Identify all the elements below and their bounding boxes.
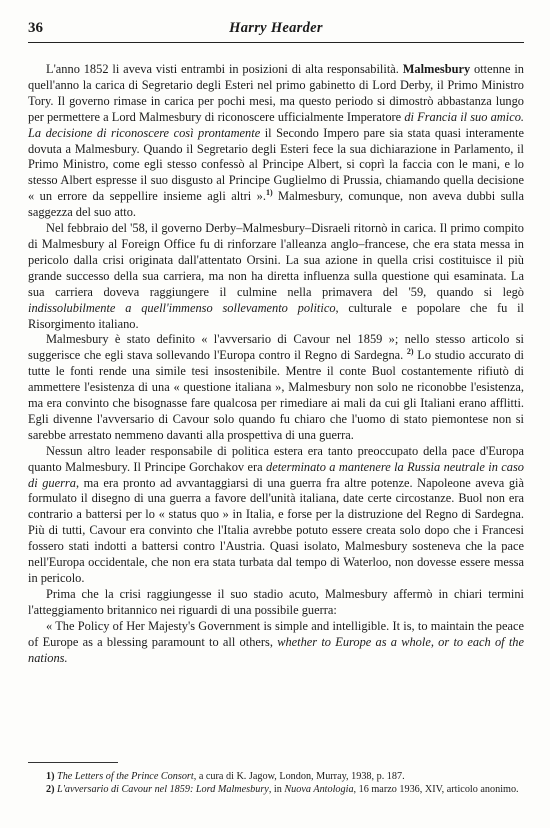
paragraph [28, 444, 524, 587]
text-run: « The Policy of Her Majesty's Government is simple and intelligible. It is, to maintain the peace of Europe as a blessing paramount to all others, [28, 618, 524, 649]
page-number: 36 [28, 20, 43, 36]
text-run: Nessun altro leader responsabile di politica estera era tanto preoccupato della pace d'Europa quanto Malmesbury. Il Principe Gorchakov era [28, 443, 524, 474]
header-rule [28, 42, 524, 43]
footnote-ref: 2) [406, 347, 414, 357]
page-header [28, 20, 524, 40]
text-run: Malmesbury è stato definito « l'avversario di Cavour nel 1859 »; nello stesso articolo si suggerisce che egli stava sollevando l'Europa contro il Regno di Sardegna. [28, 332, 524, 363]
italic-text: di Francia il suo amico. La decisione di riconoscere così prontamente [28, 109, 524, 140]
text-run: Prima che la crisi raggiungesse il suo stadio acuto, Malmesbury affermò in chiari termini l'atteggiamento britannico nei riguardi di una possibile guerra: [28, 586, 524, 617]
running-head: Harry Hearder [229, 20, 323, 36]
text-run: , a cura di K. Jagow, London, Murray, 1938, p. 187. [193, 771, 405, 782]
text-run: , 16 marzo 1936, XIV, articolo anonimo. [353, 784, 519, 795]
bold-text: 1) [46, 771, 58, 782]
bold-text: Malmesbury [402, 62, 471, 76]
paragraph [28, 221, 524, 332]
paragraph [28, 62, 524, 221]
text-run: , culturale e popolare che fu il Risorgimento italiano. [28, 300, 524, 331]
quotation [28, 619, 524, 667]
italic-text: Nuova Antologia [284, 784, 354, 795]
paragraph [28, 332, 524, 443]
paragraph [28, 587, 524, 619]
footnotes [28, 770, 524, 796]
text-run: L'anno 1852 li aveva visti entrambi in posizioni di alta responsabilità. [46, 62, 403, 76]
footnote-ref: 1) [265, 188, 273, 198]
italic-text: The Letters of the Prince Consort [57, 771, 194, 782]
italic-text: indissolubilmente a quell'immenso sollevamento politico [28, 300, 336, 315]
text-run: Lo studio accurato di tutte le fonti rende una simile tesi insostenibile. Mentre il conte Buol costantemente rifiutò di ammettere l'esistenza di una « questione italiana », Malmesbury non solo ne riconobbe l'esistenza, ma era convinto che bisognasse fare qualcosa per rimediare ai mali da cui gli Italiani erano afflitti. Egli divenne l'avversario di Cavour solo quando fu chiaro che l'uomo di stato piemontese non si sarebbe arrestato nemmeno davanti alla prospettiva di una guerra. [28, 348, 524, 442]
text-run: , in [268, 784, 285, 795]
text-run: il Secondo Impero pare sia stata quasi interamente dovuta a Malmesbury. Quando il Segretario degli Esteri fece la sua dichiarazione in Parlamento, il Primo Ministro, come egli stesso confessò al Principe Albert, si coprì la faccia con le mani, e lo stesso Albert espresse il suo disgusto al Principe Guglielmo di Prussia, chiamando quella decisione « un errore da seppellire insieme agli altri ». [28, 125, 524, 204]
bold-text: 2) [46, 784, 58, 795]
italic-text: whether to Europe as a whole, or to each of the nations. [28, 634, 524, 665]
italic-text: determinato a mantenere la Russia neutrale in caso di guerra [28, 459, 524, 490]
body-text [28, 62, 524, 666]
footnote-rule [28, 762, 118, 763]
text-run: , ma era pronto ad avvantaggiarsi di una guerra fra altre potenze. Napoleone aveva già formulato il disegno di una guerra a favore dell'unità italiana, date certe circostanze. Buol non era contrario a battersi per lo « status quo » in Italia, e forse per la distruzione del Regno di Sardegna. Più di tutti, Cavour era convinto che l'Italia avrebbe potuto essere creata solo dopo che i Francesi fossero stati indotti a battersi contro l'Austria. Quasi isolato, Malmesbury sosteneva che la pace nell'Europa occidentale, che non era stata turbata dal tempo di Waterloo, non dovesse essere messa in pericolo. [28, 475, 524, 585]
italic-text: L'avversario di Cavour nel 1859: Lord Malmesbury [57, 784, 269, 795]
footnote [28, 783, 524, 796]
footnote [28, 770, 524, 783]
text-run: Nel febbraio del '58, il governo Derby–Malmesbury–Disraeli ritornò in carica. Il primo compito di Malmesbury al Foreign Office fu di rinforzare l'alleanza anglo–francese, che era stata messa in pericolo dalla crisi originata dall'attentato Orsini. La sua azione in quella crisi costituisce il più grande successo della sua carriera, ma non ha diretta influenza sulla questione qui esaminata. La sua carriera doveva raggiungere il culmine nella primavera del '59, quando si legò [28, 221, 524, 299]
text-run: ottenne in quell'anno la carica di Segretario degli Esteri nel primo gabinetto di Lord Derby, il Primo Ministro Tory. Il governo rimase in carica per pochi mesi, ma questo periodo si dimostrò abbastanza lungo per permettere a Lord Malmesbury di riconoscere ufficialmente Imperatore [28, 62, 524, 124]
text-run: Malmesbury, comunque, non aveva dubbi sulla saggezza del suo atto. [28, 189, 524, 220]
